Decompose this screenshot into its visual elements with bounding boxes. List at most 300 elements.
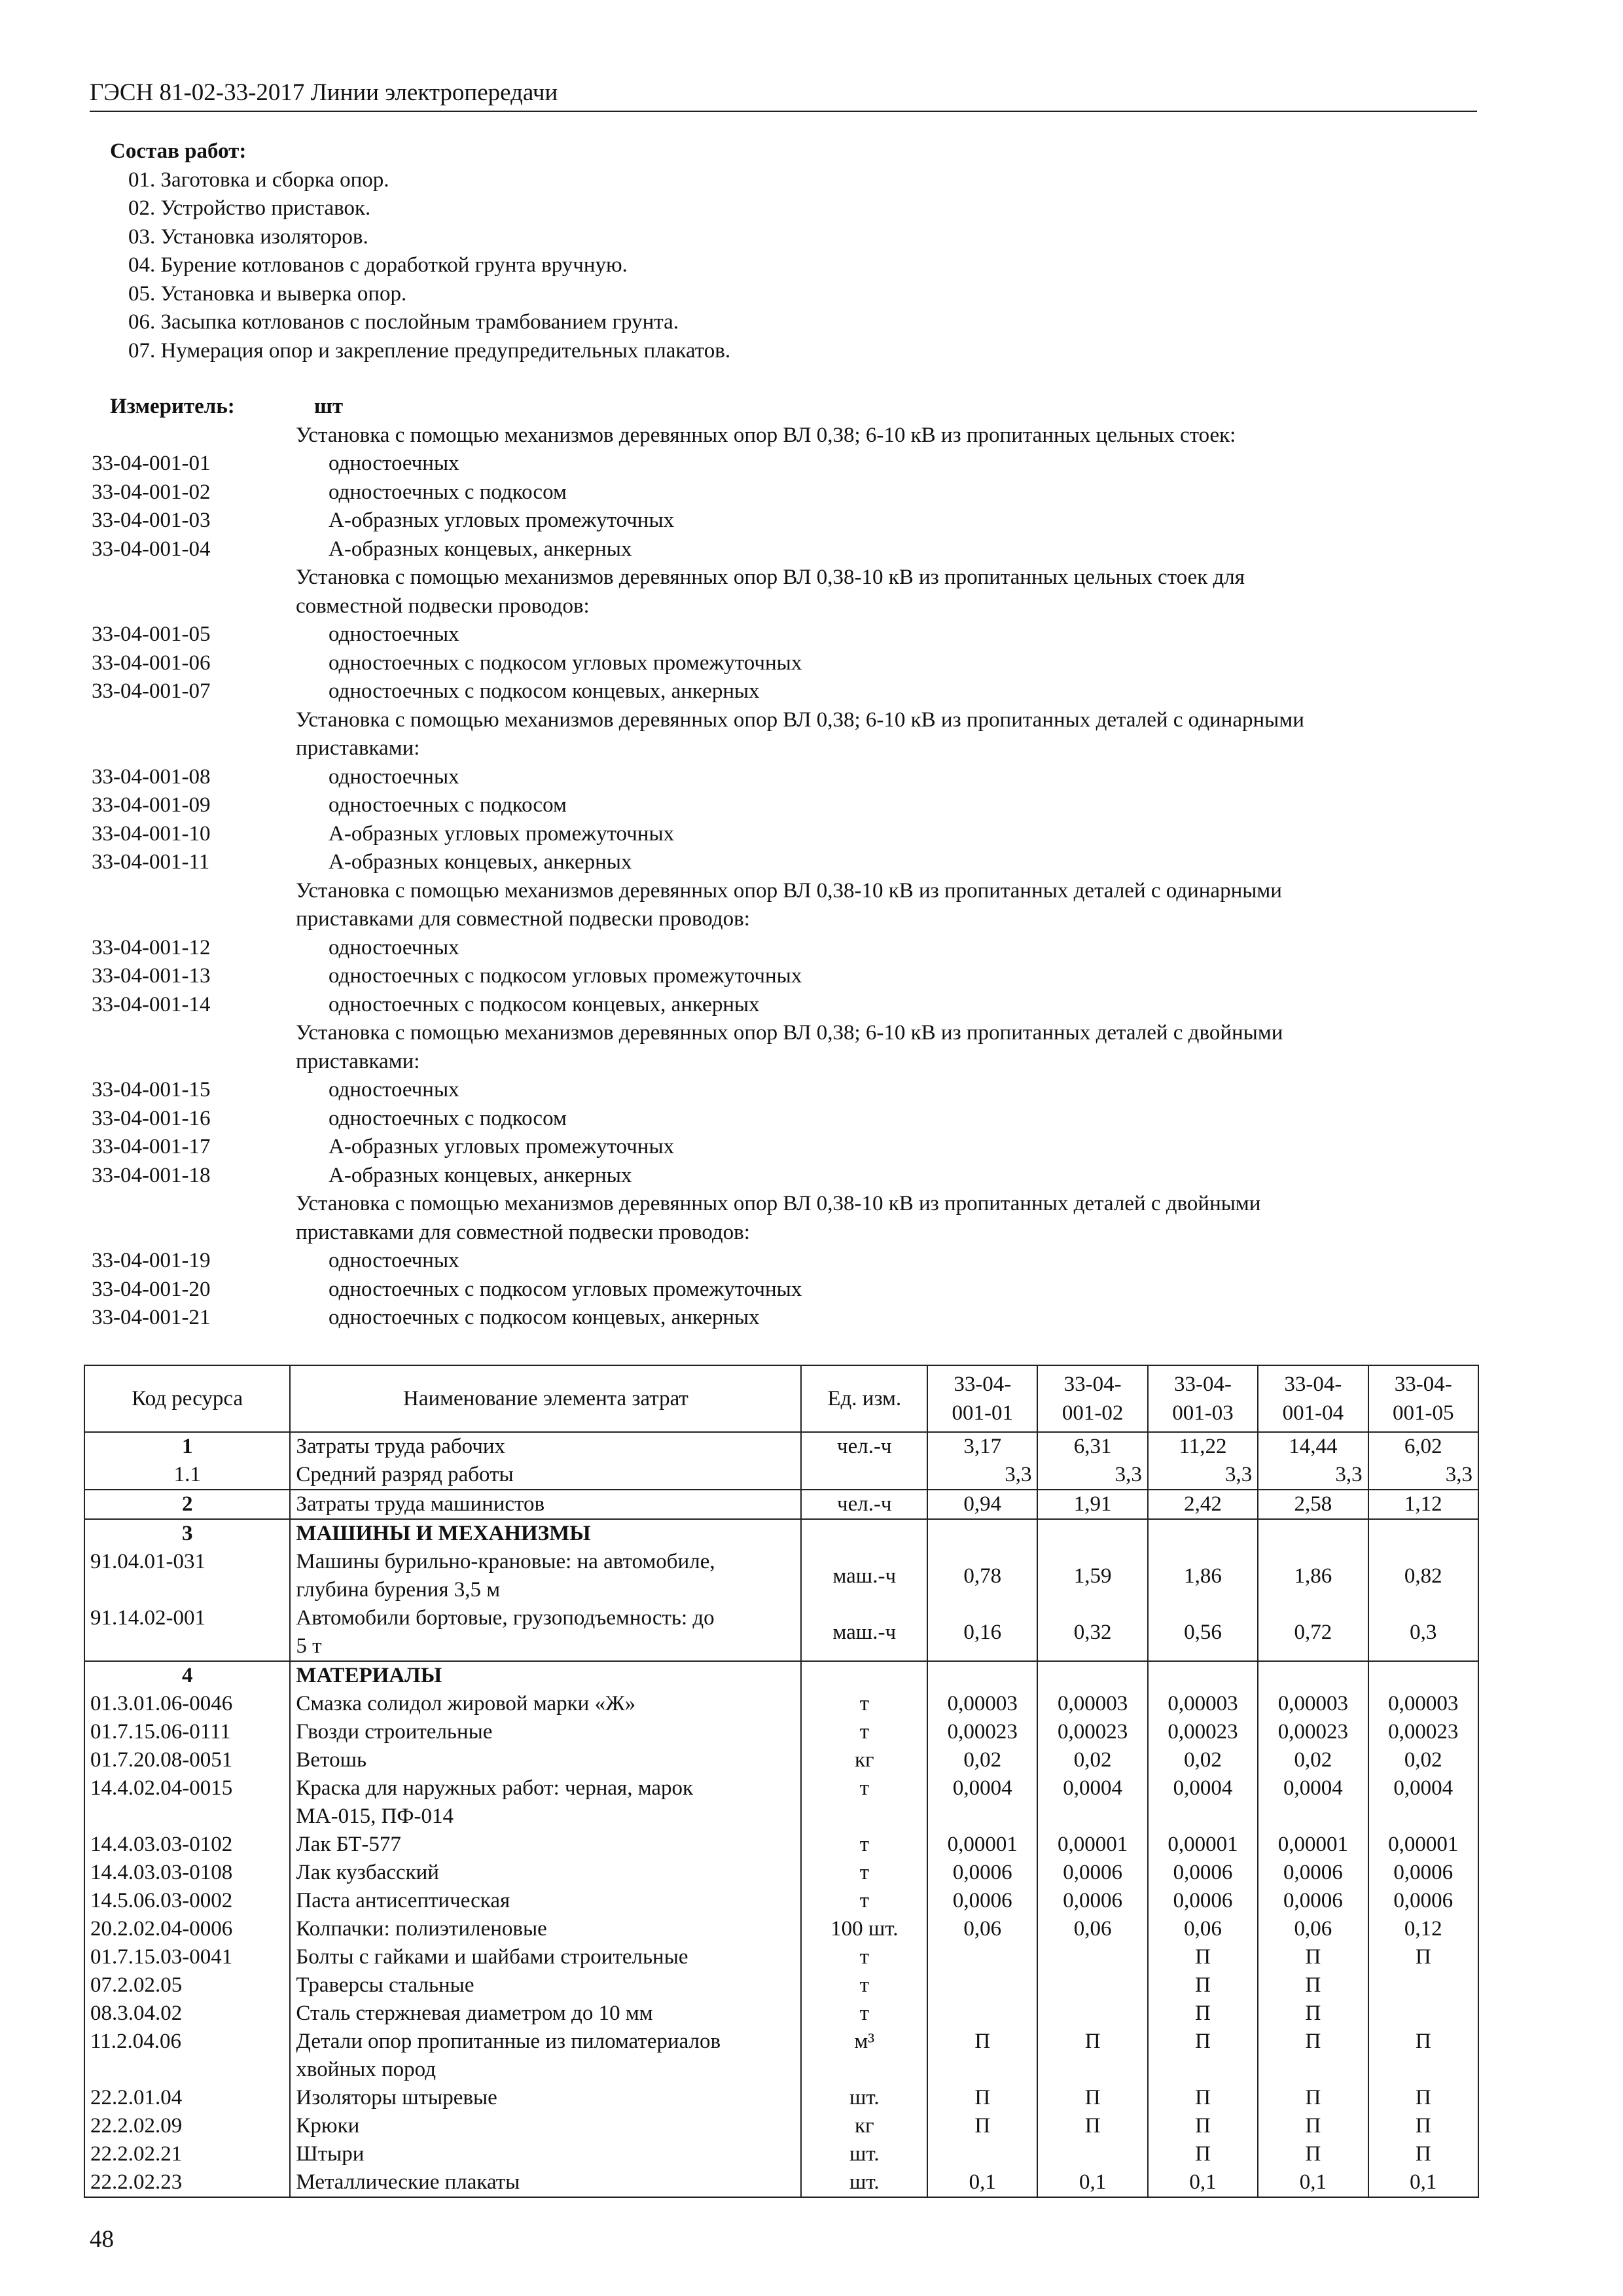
group-heading: Установка с помощью механизмов деревянных опор ВЛ 0,38-10 кВ из пропитанных деталей с двойными	[296, 1192, 1261, 1215]
value-cell: 0,0006	[1368, 1859, 1478, 1887]
item-code: 33-04-001-10	[92, 821, 211, 846]
value-cell: П	[1037, 2112, 1147, 2140]
item-name: одностоечных	[329, 1249, 459, 1272]
value-cell: 0,12	[1368, 1915, 1478, 1943]
name-line: Смазка солидол жировой марки «Ж»	[296, 1692, 636, 1715]
composition-step: 05. Установка и выверка опор.	[128, 281, 407, 306]
header-col-1: 33-04- 001-01	[927, 1365, 1037, 1432]
value-cell	[1368, 1971, 1478, 2000]
code-item	[92, 934, 1499, 963]
resource-code: 01.3.01.06-0046	[84, 1690, 290, 1718]
group-heading: Установка с помощью механизмов деревянных опор ВЛ 0,38-10 кВ из пропитанных деталей с одинарными	[296, 878, 1282, 903]
value-cell: 0,0006	[1148, 1859, 1258, 1887]
value-cell: П	[1148, 1971, 1258, 2000]
value-cell: 0,0006	[1258, 1887, 1368, 1915]
value-cell	[927, 2140, 1037, 2168]
item-name: А-образных угловых промежуточных	[329, 821, 675, 846]
measure-unit: шт	[314, 395, 344, 418]
value-cell: 0,00003	[1258, 1690, 1368, 1718]
resource-code: 01.7.15.03-0041	[84, 1943, 290, 1971]
value-cell	[1148, 1519, 1258, 1548]
name-line: Детали опор пропитанные из пиломатериалов	[296, 2030, 721, 2053]
value-cell: 0,02	[1258, 1746, 1368, 1774]
value-cell	[1037, 2140, 1147, 2168]
value-cell: 0,0004	[1368, 1774, 1478, 1831]
value-cell: П	[1258, 1971, 1368, 2000]
item-name: одностоечных	[329, 622, 459, 646]
spacer	[92, 877, 296, 906]
name-line: Крюки	[296, 2114, 360, 2138]
value-cell	[1368, 2000, 1478, 2028]
value-cell: 0,02	[1037, 1746, 1147, 1774]
code-item	[92, 649, 1499, 678]
item-code: 33-04-001-20	[92, 1277, 211, 1301]
item-code: 33-04-001-07	[92, 679, 211, 703]
group-heading-cont: приставками для совместной подвески проводов:	[296, 907, 750, 931]
composition-title: Состав работ:	[110, 139, 247, 163]
value-cell: 0,06	[1258, 1915, 1368, 1943]
table-row	[84, 1943, 1478, 1971]
value-cell	[927, 1943, 1037, 1971]
value-cell: 0,00001	[1368, 1831, 1478, 1859]
spacer	[92, 564, 296, 592]
table-row	[84, 1746, 1478, 1774]
value-cell	[1037, 1971, 1147, 2000]
value-cell	[1368, 1519, 1478, 1548]
resource-unit: т	[801, 1943, 927, 1971]
value-cell: П	[1258, 2028, 1368, 2084]
resource-unit: кг	[801, 1746, 927, 1774]
value-cell	[1258, 1661, 1368, 1690]
value-cell	[1368, 1661, 1478, 1690]
group-heading-row	[92, 592, 1499, 621]
code-item	[92, 848, 1499, 877]
resource-code: 22.2.02.09	[84, 2112, 290, 2140]
resource-code: 14.4.02.04-0015	[84, 1774, 290, 1831]
value-cell: 0,00003	[1368, 1690, 1478, 1718]
value-cell: 1,59	[1037, 1548, 1147, 1604]
table-row	[84, 1661, 1478, 1690]
header-name: Наименование элемента затрат	[290, 1365, 801, 1432]
resource-table	[84, 1365, 1479, 2198]
value-cell: 0,02	[1368, 1746, 1478, 1774]
value-cell: 1,91	[1037, 1490, 1147, 1519]
value-cell: 0,02	[927, 1746, 1037, 1774]
item-name: одностоечных с подкосом	[329, 480, 567, 504]
resource-code: 01.7.20.08-0051	[84, 1746, 290, 1774]
resource-unit: шт.	[801, 2140, 927, 2168]
resource-code: 08.3.04.02	[84, 2000, 290, 2028]
table-row	[84, 1604, 1478, 1661]
resource-name	[290, 1718, 801, 1746]
value-cell: П	[1037, 2084, 1147, 2112]
group-heading-row	[92, 877, 1499, 906]
resource-code: 2	[84, 1490, 290, 1519]
item-name: одностоечных с подкосом угловых промежуточных	[329, 651, 802, 675]
resource-name	[290, 1915, 801, 1943]
value-cell: 0,0004	[1148, 1774, 1258, 1831]
table-row	[84, 1548, 1478, 1604]
resource-name	[290, 2140, 801, 2168]
item-name: А-образных концевых, анкерных	[329, 1163, 632, 1187]
name-line: Лак БТ-577	[296, 1833, 401, 1856]
group-heading: Установка с помощью механизмов деревянных опор ВЛ 0,38; 6-10 кВ из пропитанных цельных стоек:	[296, 423, 1236, 447]
value-cell: П	[1258, 2084, 1368, 2112]
item-name: одностоечных с подкосом концевых, анкерных	[329, 992, 760, 1016]
code-item	[92, 820, 1499, 849]
value-cell: 0,1	[1258, 2168, 1368, 2197]
resource-name	[290, 2028, 801, 2084]
resource-code: 01.7.15.06-0111	[84, 1718, 290, 1746]
spacer	[92, 1019, 296, 1048]
item-code: 33-04-001-18	[92, 1163, 211, 1187]
item-name: одностоечных с подкосом	[329, 1106, 567, 1130]
code-item	[92, 1105, 1499, 1134]
name-line: Средний разряд работы	[296, 1463, 514, 1486]
value-cell: П	[1368, 2140, 1478, 2168]
name-line: Лак кузбасский	[296, 1861, 439, 1884]
item-code: 33-04-001-13	[92, 964, 211, 988]
item-name: одностоечных	[329, 452, 459, 475]
value-cell: 0,72	[1258, 1604, 1368, 1661]
spacer	[92, 905, 296, 934]
resource-name	[290, 1519, 801, 1548]
name-line: Машины бурильно-крановые: на автомобиле,	[296, 1550, 715, 1573]
value-cell: 0,00001	[1148, 1831, 1258, 1859]
item-code: 33-04-001-01	[92, 452, 211, 475]
code-item	[92, 791, 1499, 820]
value-cell: П	[1258, 1943, 1368, 1971]
resource-name	[290, 1461, 801, 1490]
resource-unit: маш.-ч	[801, 1604, 927, 1661]
name-line: Паста антисептическая	[296, 1889, 510, 1912]
group-heading-row	[92, 1019, 1499, 1048]
item-name: А-образных угловых промежуточных	[329, 509, 675, 532]
name-line: глубина бурения 3,5 м	[296, 1578, 501, 1602]
value-cell: 2,58	[1258, 1490, 1368, 1519]
table-row	[84, 1774, 1478, 1831]
resource-code: 14.5.06.03-0002	[84, 1887, 290, 1915]
composition-step: 07. Нумерация опор и закрепление предупредительных плакатов.	[128, 338, 731, 363]
page-number: 48	[90, 2226, 114, 2253]
group-heading-row	[92, 706, 1499, 735]
name-line: Автомобили бортовые, грузоподъемность: до	[296, 1606, 715, 1630]
value-cell: П	[1148, 2112, 1258, 2140]
value-cell: П	[1368, 2084, 1478, 2112]
value-cell: 0,06	[1037, 1915, 1147, 1943]
value-cell: П	[1258, 2112, 1368, 2140]
value-cell: П	[1258, 2140, 1368, 2168]
group-heading-row	[92, 422, 1499, 450]
resource-unit: т	[801, 1831, 927, 1859]
header-code: Код ресурса	[84, 1365, 290, 1432]
value-cell: П	[1368, 1943, 1478, 1971]
table-row	[84, 1519, 1478, 1548]
value-cell: П	[1148, 2084, 1258, 2112]
resource-code: 3	[84, 1519, 290, 1548]
group-heading: Установка с помощью механизмов деревянных опор ВЛ 0,38; 6-10 кВ из пропитанных деталей с двойными	[296, 1021, 1283, 1045]
value-cell: 3,3	[1258, 1461, 1368, 1490]
item-name: А-образных концевых, анкерных	[329, 537, 632, 561]
name-line: Изоляторы штыревые	[296, 2086, 497, 2109]
value-cell: 0,56	[1148, 1604, 1258, 1661]
resource-unit: т	[801, 2000, 927, 2028]
group-heading-cont: приставками:	[296, 736, 420, 760]
value-cell: 0,00023	[1148, 1718, 1258, 1746]
value-cell	[927, 1661, 1037, 1690]
resource-name	[290, 1971, 801, 2000]
resource-unit: шт.	[801, 2168, 927, 2197]
table-row	[84, 2000, 1478, 2028]
value-cell: 0,06	[927, 1915, 1037, 1943]
item-name: одностоечных с подкосом концевых, анкерных	[329, 1306, 760, 1329]
resource-unit	[801, 1461, 927, 1490]
value-cell: 0,32	[1037, 1604, 1147, 1661]
item-name: одностоечных с подкосом угловых промежуточных	[329, 1277, 802, 1301]
value-cell: 0,0004	[1037, 1774, 1147, 1831]
name-line: 5 т	[296, 1634, 322, 1658]
value-cell: 1,86	[1258, 1548, 1368, 1604]
value-cell	[1037, 2000, 1147, 2028]
resource-unit	[801, 1519, 927, 1548]
value-cell: П	[1368, 2112, 1478, 2140]
group-heading-cont: совместной подвески проводов:	[296, 594, 590, 618]
resource-unit	[801, 1661, 927, 1690]
value-cell: 6,02	[1368, 1432, 1478, 1461]
group-heading: Установка с помощью механизмов деревянных опор ВЛ 0,38; 6-10 кВ из пропитанных деталей с одинарными	[296, 708, 1304, 732]
item-code: 33-04-001-19	[92, 1249, 211, 1272]
item-code: 33-04-001-04	[92, 537, 211, 561]
item-code: 33-04-001-21	[92, 1306, 211, 1329]
value-cell	[1037, 1943, 1147, 1971]
table-row	[84, 1690, 1478, 1718]
code-item	[92, 535, 1499, 564]
page-header: ГЭСН 81-02-33-2017 Линии электропередачи	[90, 79, 1477, 112]
resource-code: 91.04.01-031	[84, 1548, 290, 1604]
group-heading-cont: приставками:	[296, 1049, 420, 1073]
header-col-4: 33-04- 001-04	[1258, 1365, 1368, 1432]
value-cell: 14,44	[1258, 1432, 1368, 1461]
table-row	[84, 2168, 1478, 2197]
spacer	[92, 1219, 296, 1247]
code-item	[92, 962, 1499, 991]
item-name: одностоечных с подкосом	[329, 793, 567, 817]
value-cell: П	[1258, 2000, 1368, 2028]
value-cell	[1148, 1661, 1258, 1690]
name-line: МАШИНЫ И МЕХАНИЗМЫ	[296, 1522, 591, 1545]
value-cell: 0,0004	[1258, 1774, 1368, 1831]
resource-code: 22.2.01.04	[84, 2084, 290, 2112]
resource-name	[290, 2000, 801, 2028]
value-cell: 0,0006	[1037, 1859, 1147, 1887]
item-code: 33-04-001-12	[92, 935, 211, 960]
value-cell: 0,00003	[1037, 1690, 1147, 1718]
value-cell: 0,00023	[1037, 1718, 1147, 1746]
value-cell: 6,31	[1037, 1432, 1147, 1461]
item-code: 33-04-001-05	[92, 622, 211, 646]
name-line: Колпачки: полиэтиленовые	[296, 1917, 547, 1941]
item-code: 33-04-001-11	[92, 850, 210, 874]
header-col-3: 33-04- 001-03	[1148, 1365, 1258, 1432]
resource-name	[290, 1859, 801, 1887]
value-cell: 0,0006	[927, 1859, 1037, 1887]
code-item	[92, 450, 1499, 478]
value-cell: 0,0006	[1037, 1887, 1147, 1915]
item-name: А-образных угловых промежуточных	[329, 1135, 675, 1158]
table-header-row	[84, 1365, 1478, 1432]
value-cell: 1,12	[1368, 1490, 1478, 1519]
resource-name	[290, 1604, 801, 1661]
name-line: МАТЕРИАЛЫ	[296, 1664, 442, 1687]
resource-name	[290, 1548, 801, 1604]
item-name: одностоечных	[329, 1078, 459, 1102]
table-row	[84, 2140, 1478, 2168]
name-line: Траверсы стальные	[296, 1973, 474, 1997]
name-line: Ветошь	[296, 1748, 367, 1772]
resource-code: 91.14.02-001	[84, 1604, 290, 1661]
resource-name	[290, 2168, 801, 2197]
resource-name	[290, 1661, 801, 1690]
resource-unit: т	[801, 1971, 927, 2000]
group-heading: Установка с помощью механизмов деревянных опор ВЛ 0,38-10 кВ из пропитанных цельных стоек для	[296, 565, 1245, 589]
value-cell: 0,78	[927, 1548, 1037, 1604]
resource-code: 20.2.02.04-0006	[84, 1915, 290, 1943]
value-cell: 0,00023	[1258, 1718, 1368, 1746]
value-cell: 0,3	[1368, 1604, 1478, 1661]
table-row	[84, 1718, 1478, 1746]
value-cell: 0,00003	[927, 1690, 1037, 1718]
name-line: Гвозди строительные	[296, 1720, 493, 1744]
resource-name	[290, 1774, 801, 1831]
code-item	[92, 763, 1499, 792]
name-line: Штыри	[296, 2142, 365, 2166]
item-code: 33-04-001-02	[92, 480, 211, 504]
value-cell: 0,1	[927, 2168, 1037, 2197]
composition-step: 04. Бурение котлованов с доработкой грунта вручную.	[128, 253, 628, 277]
header-col-5: 33-04- 001-05	[1368, 1365, 1478, 1432]
spacer	[92, 592, 296, 621]
resource-name	[290, 1690, 801, 1718]
resource-unit: т	[801, 1774, 927, 1831]
table-row	[84, 1432, 1478, 1461]
group-heading-row	[92, 1190, 1499, 1219]
value-cell: 0,00003	[1148, 1690, 1258, 1718]
value-cell: 0,00001	[1037, 1831, 1147, 1859]
spacer	[92, 706, 296, 735]
value-cell: 11,22	[1148, 1432, 1258, 1461]
group-heading-cont: приставками для совместной подвески проводов:	[296, 1220, 750, 1244]
item-code: 33-04-001-03	[92, 509, 211, 532]
table-row	[84, 2112, 1478, 2140]
table-row	[84, 1490, 1478, 1519]
code-item	[92, 507, 1499, 535]
resource-unit: шт.	[801, 2084, 927, 2112]
value-cell: 3,3	[1368, 1461, 1478, 1490]
table-row	[84, 1887, 1478, 1915]
name-line: МА-015, ПФ-014	[296, 1804, 454, 1828]
value-cell: 0,1	[1148, 2168, 1258, 2197]
name-line: Краска для наружных работ: черная, марок	[296, 1776, 694, 1800]
resource-unit: чел.-ч	[801, 1432, 927, 1461]
item-name: одностоечных	[329, 935, 459, 960]
item-name: одностоечных	[329, 764, 459, 789]
spacer	[92, 734, 296, 763]
table-row	[84, 1461, 1478, 1490]
value-cell	[927, 2000, 1037, 2028]
item-code: 33-04-001-15	[92, 1078, 211, 1102]
composition-step: 02. Устройство приставок.	[128, 196, 371, 220]
value-cell: 0,00001	[927, 1831, 1037, 1859]
resource-unit: т	[801, 1690, 927, 1718]
code-item	[92, 1133, 1499, 1162]
item-code: 33-04-001-09	[92, 793, 211, 817]
code-item	[92, 677, 1499, 706]
resource-name	[290, 1746, 801, 1774]
value-cell: П	[1148, 2028, 1258, 2084]
group-heading-row	[92, 1219, 1499, 1247]
code-item	[92, 1076, 1499, 1105]
group-heading-row	[92, 1048, 1499, 1077]
name-line: хвойных пород	[296, 2058, 437, 2081]
item-code: 33-04-001-17	[92, 1135, 211, 1158]
header-col-2: 33-04- 001-02	[1037, 1365, 1147, 1432]
value-cell	[927, 1519, 1037, 1548]
composition-step: 03. Установка изоляторов.	[128, 224, 368, 249]
value-cell: 0,94	[927, 1490, 1037, 1519]
group-heading-row	[92, 564, 1499, 592]
code-item	[92, 478, 1499, 507]
value-cell: П	[1148, 1943, 1258, 1971]
code-item	[92, 1276, 1499, 1304]
value-cell: П	[927, 2112, 1037, 2140]
name-line: Болты с гайками и шайбами строительные	[296, 1945, 688, 1969]
resource-name	[290, 1943, 801, 1971]
value-cell: 0,1	[1368, 2168, 1478, 2197]
composition-step: 01. Заготовка и сборка опор.	[128, 168, 389, 192]
value-cell: 3,3	[1148, 1461, 1258, 1490]
code-item	[92, 1247, 1499, 1276]
table-row	[84, 1831, 1478, 1859]
item-code: 33-04-001-14	[92, 992, 211, 1016]
value-cell: П	[1148, 2140, 1258, 2168]
resource-name	[290, 1831, 801, 1859]
resource-name	[290, 1432, 801, 1461]
spacer	[92, 1190, 296, 1219]
resource-name	[290, 2112, 801, 2140]
code-list	[92, 393, 1499, 1333]
value-cell: 0,16	[927, 1604, 1037, 1661]
value-cell: 0,82	[1368, 1548, 1478, 1604]
item-code: 33-04-001-06	[92, 651, 211, 675]
group-heading-row	[92, 734, 1499, 763]
resource-code: 11.2.04.06	[84, 2028, 290, 2084]
table-row	[84, 2028, 1478, 2084]
spacer	[92, 1048, 296, 1077]
value-cell: 2,42	[1148, 1490, 1258, 1519]
table-row	[84, 2084, 1478, 2112]
code-item	[92, 620, 1499, 649]
value-cell: 0,00023	[1368, 1718, 1478, 1746]
code-item	[92, 1162, 1499, 1191]
value-cell: 3,3	[927, 1461, 1037, 1490]
resource-unit: м³	[801, 2028, 927, 2084]
resource-unit: т	[801, 1859, 927, 1887]
value-cell	[1037, 1519, 1147, 1548]
value-cell	[927, 1971, 1037, 2000]
resource-code: 14.4.03.03-0102	[84, 1831, 290, 1859]
value-cell: 3,17	[927, 1432, 1037, 1461]
resource-code: 4	[84, 1661, 290, 1690]
